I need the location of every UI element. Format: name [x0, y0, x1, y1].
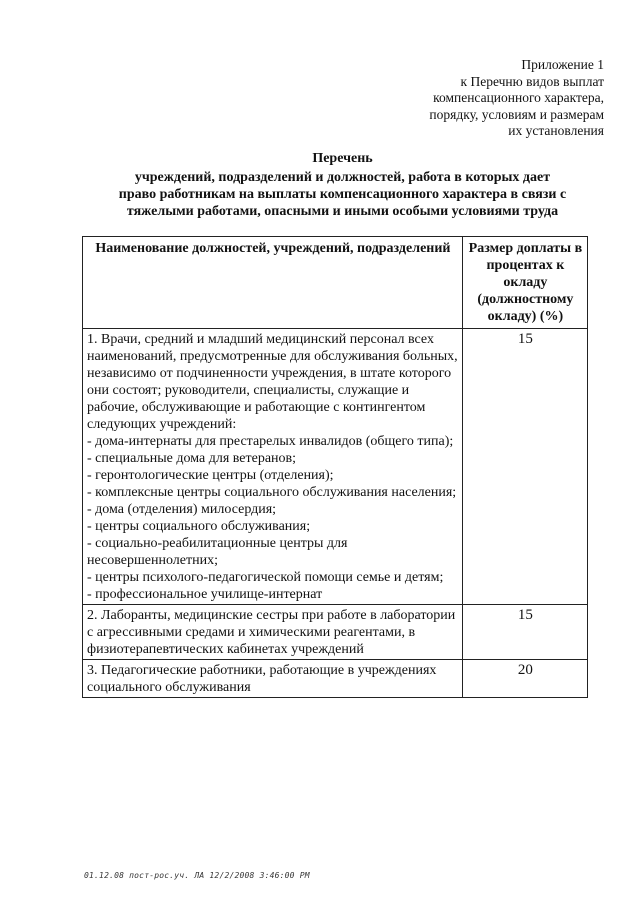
- list-item: - социально-реабилитационные центры для несовершеннолетних;: [87, 536, 348, 568]
- row-text: 2. Лаборанты, медицинские сестры при работе в лаборатории с агрессивными средами и химическими реагентами, в физиотерапевтических кабинетах учреждений: [87, 608, 456, 657]
- header-percent-column: Размер доплаты в процентах к окладу (должностному окладу) (%): [462, 237, 587, 329]
- row-percent-cell: 20: [462, 660, 587, 698]
- list-item: - дома (отделения) милосердия;: [87, 502, 277, 517]
- row-name-cell: [83, 660, 463, 698]
- row-text: 3. Педагогические работники, работающие в учреждениях социального обслуживания: [87, 663, 437, 695]
- table-row: [83, 329, 588, 605]
- header-name-column: Наименование должностей, учреждений, подразделений: [83, 237, 463, 329]
- row-percent-cell: 15: [462, 605, 587, 660]
- list-item: - профессиональное училище-интернат: [87, 587, 323, 602]
- document-title: [60, 150, 625, 220]
- list-item: - геронтологические центры (отделения);: [87, 468, 334, 483]
- compensation-table: [82, 236, 588, 698]
- table-header-row: [83, 237, 588, 329]
- table-row: [83, 660, 588, 698]
- institution-list: [87, 433, 459, 603]
- list-item: - дома-интернаты для престарелых инвалидов (общего типа);: [87, 434, 454, 449]
- appendix-line: их установления: [508, 123, 604, 138]
- print-footer: 01.12.08 пост-рос.уч. ЛА 12/2/2008 3:46:00 PM: [84, 871, 310, 880]
- row-percent-cell: 15: [462, 329, 587, 605]
- list-item: - комплексные центры социального обслуживания населения;: [87, 485, 457, 500]
- list-item: - центры психолого-педагогической помощи семье и детям;: [87, 570, 444, 585]
- row-name-cell: [83, 329, 463, 605]
- list-item: - специальные дома для ветеранов;: [87, 451, 297, 466]
- list-item: - центры социального обслуживания;: [87, 519, 311, 534]
- appendix-line: порядку, условиям и размерам: [429, 106, 604, 122]
- table-row: [83, 605, 588, 660]
- title-line: учреждений, подразделений и должностей, работа в которых дает: [134, 170, 551, 185]
- row-text: 1. Врачи, средний и младший медицинский персонал всех наименований, предусмотренные для обслуживания больных, независимо от подчиненности учреждения, в штате которого они состоят; руководители, специалисты, служащие и рабочие, обслуживающие и работающие с контингентом следующих учреждений:: [87, 332, 458, 432]
- appendix-note: [354, 57, 604, 140]
- appendix-line: Приложение 1: [521, 57, 604, 72]
- title-heading: Перечень: [312, 151, 373, 166]
- title-line: тяжелыми работами, опасными и иными особыми условиями труда: [126, 204, 559, 219]
- appendix-line: к Перечню видов выплат: [460, 73, 604, 89]
- appendix-line: компенсационного характера,: [433, 90, 604, 105]
- title-line: право работникам на выплаты компенсационного характера в связи с: [118, 187, 567, 202]
- row-name-cell: [83, 605, 463, 660]
